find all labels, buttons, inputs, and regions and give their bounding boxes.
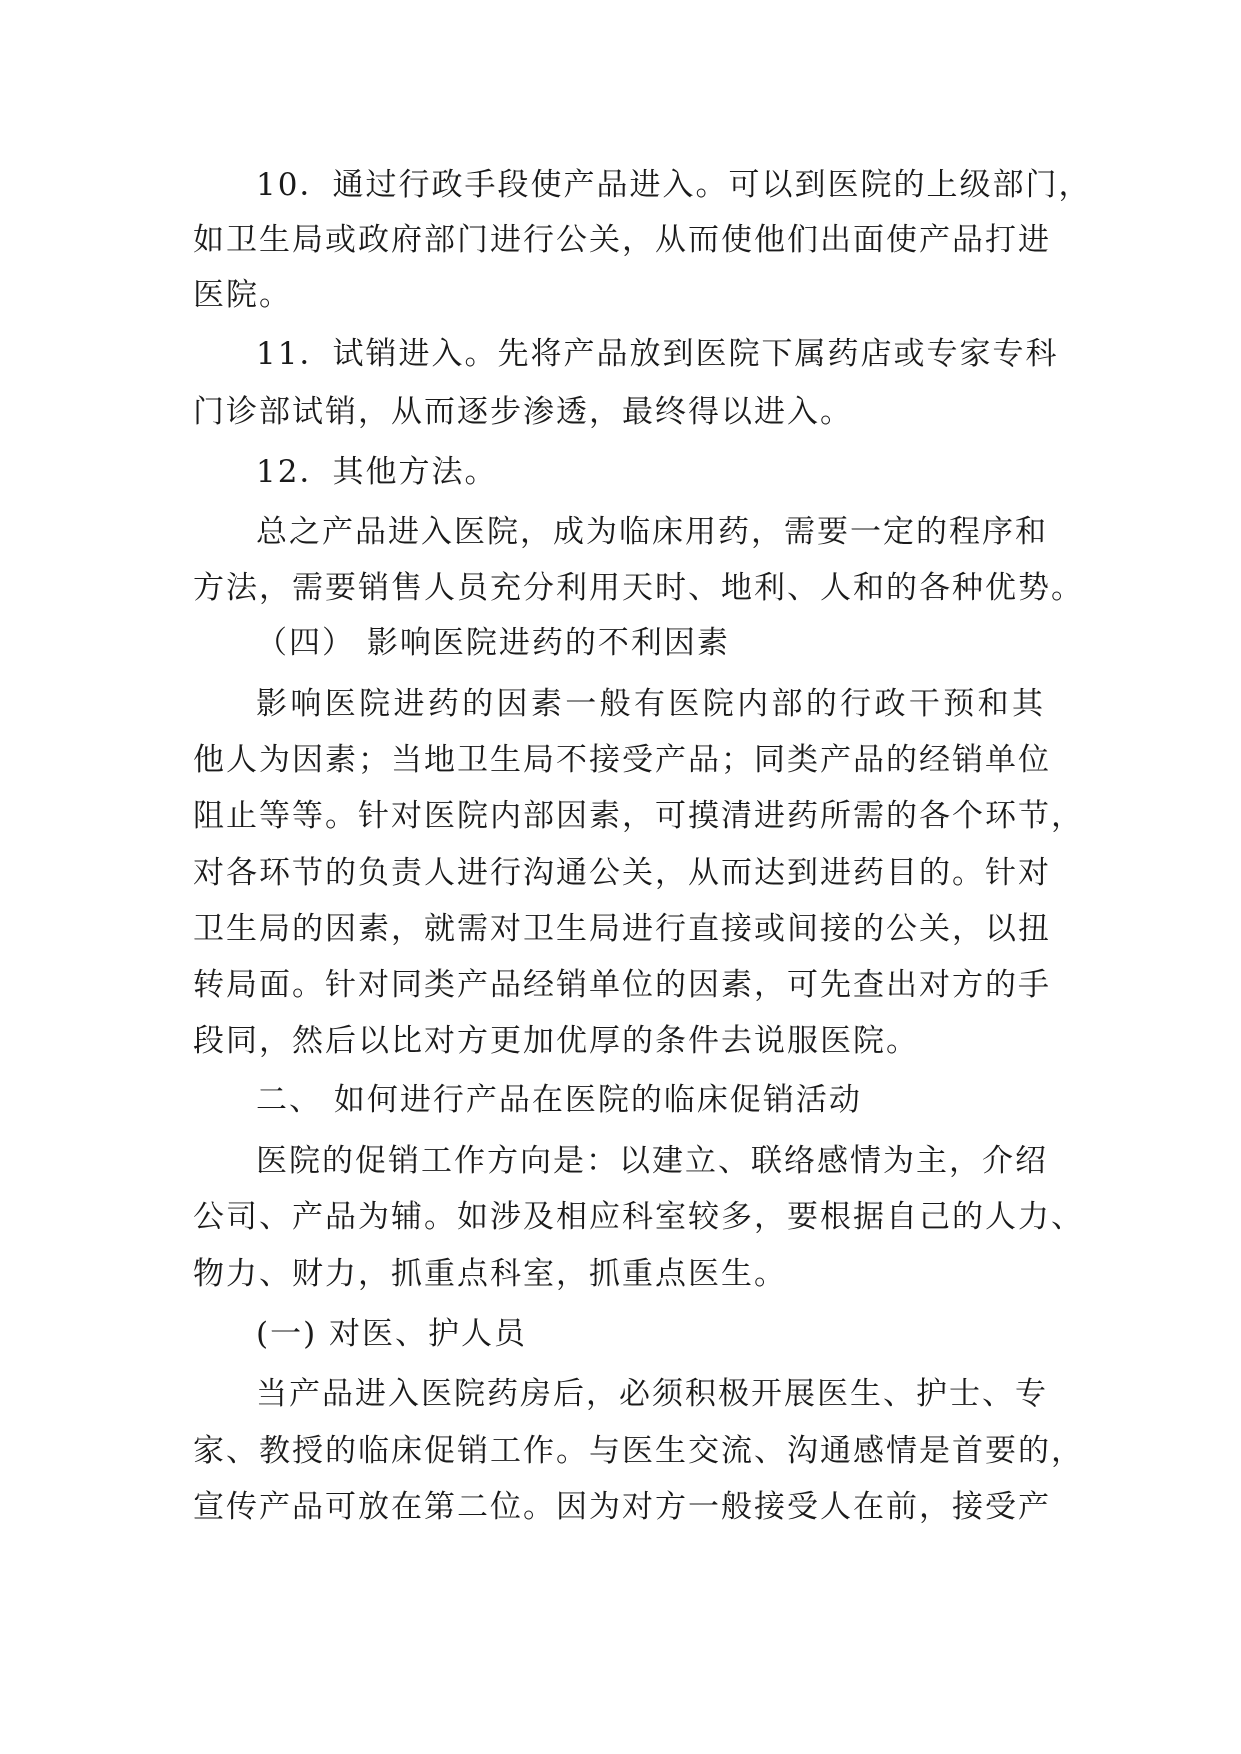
section-heading-4: （四） 影响医院进药的不利因素 — [256, 625, 730, 661]
factors-line-6: 转局面。针对同类产品经销单位的因素，可先查出对方的手 — [193, 967, 1051, 1003]
paragraph-12-line-1: 12．其他方法。 — [256, 454, 498, 490]
medical-staff-line-3: 宣传产品可放在第二位。因为对方一般接受人在前，接受产 — [193, 1489, 1051, 1525]
summary-line-1: 总之产品进入医院，成为临床用药，需要一定的程序和 — [256, 514, 1048, 550]
paragraph-10-line-3: 医院。 — [193, 277, 292, 313]
promotion-line-2: 公司、产品为辅。如涉及相应科室较多，要根据自己的人力、 — [193, 1199, 1084, 1235]
promotion-line-1: 医院的促销工作方向是：以建立、联络感情为主，介绍 — [256, 1143, 1048, 1179]
summary-line-2: 方法，需要销售人员充分利用天时、地利、人和的各种优势。 — [193, 570, 1084, 606]
promotion-line-3: 物力、财力，抓重点科室，抓重点医生。 — [193, 1256, 787, 1292]
medical-staff-line-2: 家、教授的临床促销工作。与医生交流、沟通感情是首要的， — [193, 1433, 1084, 1469]
factors-line-1: 影响医院进药的因素一般有医院内部的行政干预和其 — [256, 686, 1045, 722]
paragraph-11-line-2: 门诊部试销，从而逐步渗透，最终得以进入。 — [193, 394, 853, 430]
paragraph-11-line-1: 11．试销进入。先将产品放到医院下属药店或专家专科 — [256, 336, 1059, 372]
factors-line-5: 卫生局的因素，就需对卫生局进行直接或间接的公关，以扭 — [193, 911, 1051, 947]
paragraph-10-line-1: 10．通过行政手段使产品进入。可以到医院的上级部门， — [256, 167, 1092, 203]
section-heading-2: 二、 如何进行产品在医院的临床促销活动 — [256, 1082, 862, 1118]
subsection-heading-1: (一) 对医、护人员 — [256, 1316, 528, 1352]
factors-line-3: 阻止等等。针对医院内部因素，可摸清进药所需的各个环节， — [193, 798, 1084, 834]
paragraph-10-line-2: 如卫生局或政府部门进行公关，从而使他们出面使产品打进 — [193, 222, 1051, 258]
factors-line-7: 段同，然后以比对方更加优厚的条件去说服医院。 — [193, 1023, 919, 1059]
factors-line-4: 对各环节的负责人进行沟通公关，从而达到进药目的。针对 — [193, 855, 1051, 891]
factors-line-2: 他人为因素；当地卫生局不接受产品；同类产品的经销单位 — [193, 742, 1051, 778]
medical-staff-line-1: 当产品进入医院药房后，必须积极开展医生、护士、专 — [256, 1376, 1048, 1412]
